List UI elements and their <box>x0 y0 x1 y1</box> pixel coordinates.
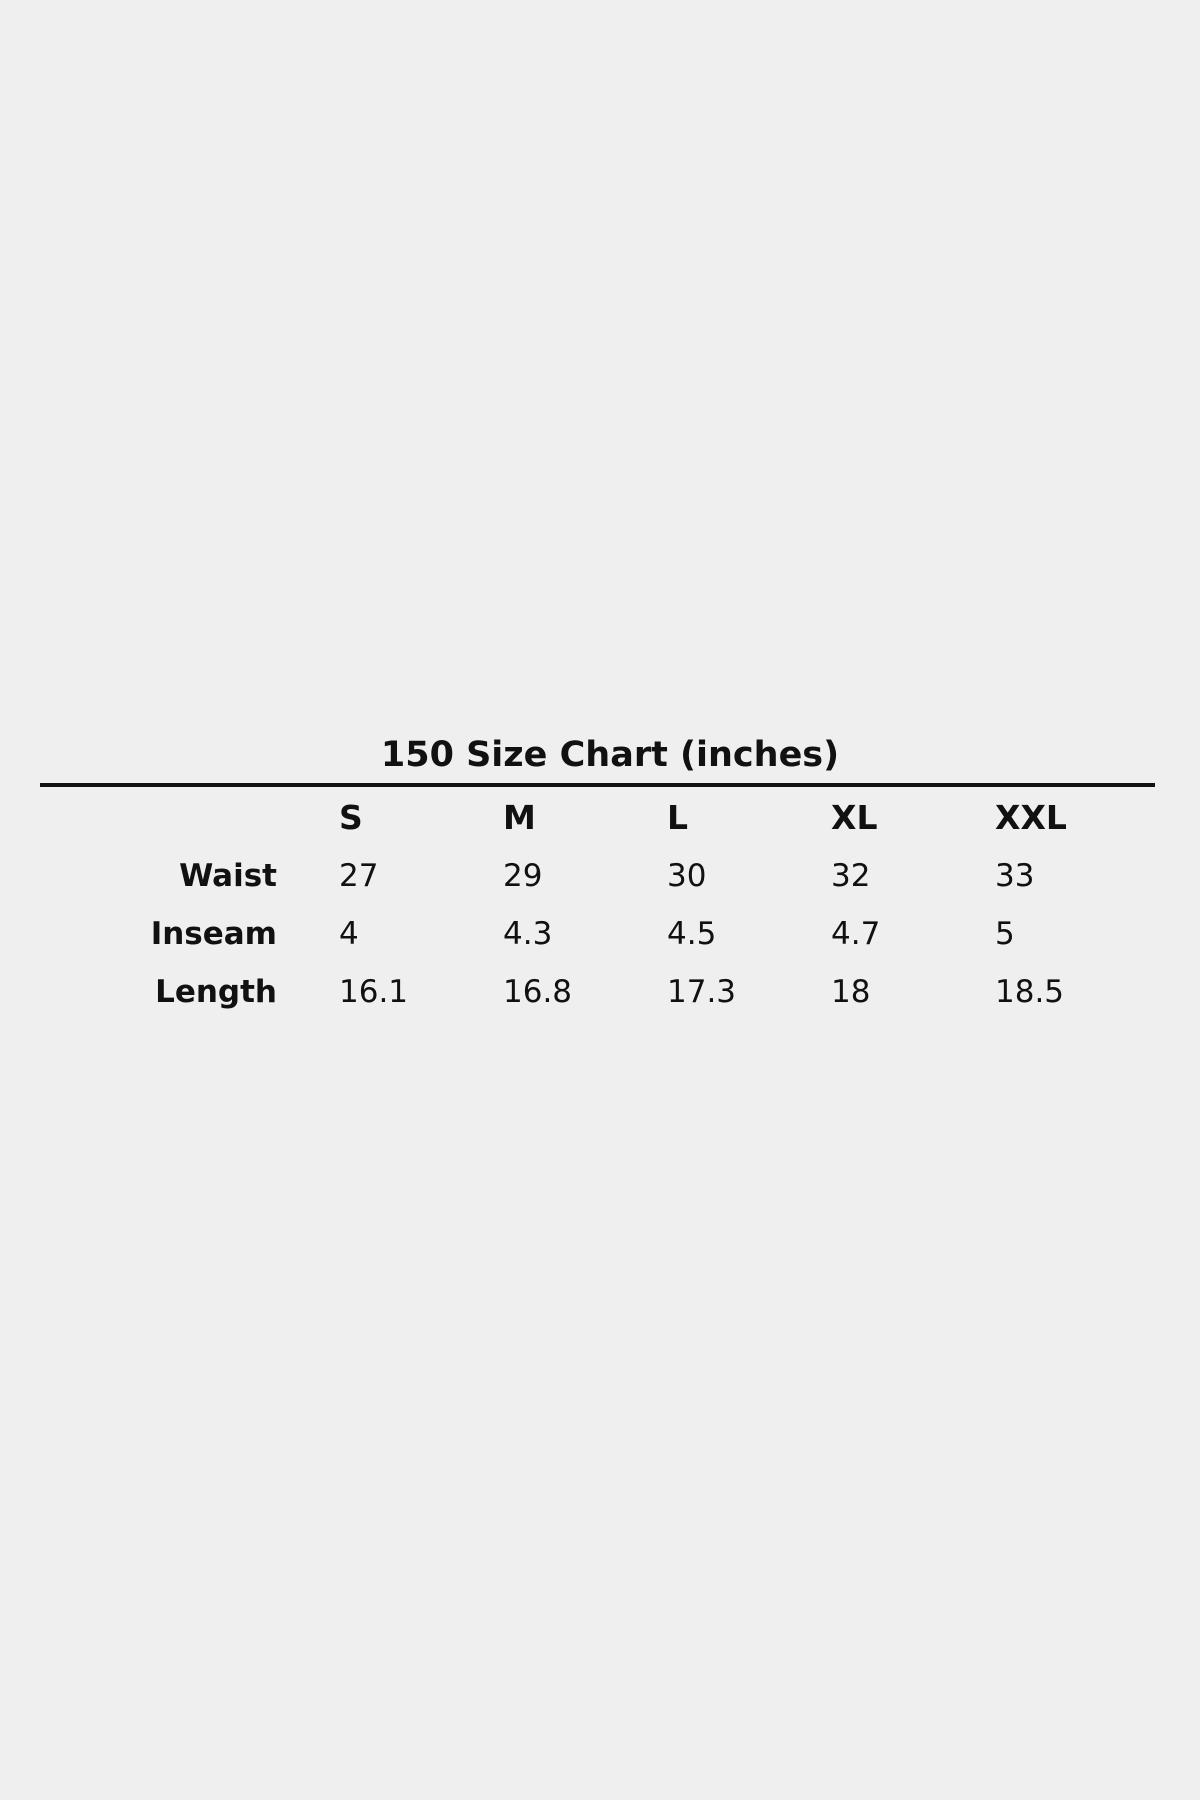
table-row <box>40 963 1155 1021</box>
cell-length-xxl: 18.5 <box>995 974 1065 1010</box>
column-header-m: M <box>503 797 536 837</box>
column-header-s: S <box>339 797 363 837</box>
column-header-xxl: XXL <box>995 797 1067 837</box>
cell-length-m: 16.8 <box>503 974 573 1010</box>
cell-length-l: 17.3 <box>667 974 737 1010</box>
size-chart <box>40 735 1160 1021</box>
cell-waist-m: 29 <box>503 858 543 894</box>
size-chart-table <box>40 787 1155 1021</box>
cell-inseam-m: 4.3 <box>503 916 553 952</box>
cell-inseam-l: 4.5 <box>667 916 717 952</box>
cell-inseam-xl: 4.7 <box>831 916 881 952</box>
column-header-xl: XL <box>831 797 878 837</box>
table-header-row <box>40 787 1155 847</box>
chart-title: 150 Size Chart (inches) <box>380 735 840 775</box>
row-label-length: Length <box>155 974 277 1010</box>
cell-waist-xxl: 33 <box>995 858 1035 894</box>
cell-waist-l: 30 <box>667 858 707 894</box>
row-label-inseam: Inseam <box>150 916 277 952</box>
cell-waist-s: 27 <box>339 858 379 894</box>
cell-waist-xl: 32 <box>831 858 871 894</box>
table-row <box>40 847 1155 905</box>
cell-inseam-s: 4 <box>339 916 359 952</box>
column-header-l: L <box>667 797 689 837</box>
cell-length-s: 16.1 <box>339 974 409 1010</box>
row-label-waist: Waist <box>179 858 277 894</box>
column-header-blank <box>40 787 335 847</box>
cell-inseam-xxl: 5 <box>995 916 1015 952</box>
cell-length-xl: 18 <box>831 974 871 1010</box>
table-row <box>40 905 1155 963</box>
